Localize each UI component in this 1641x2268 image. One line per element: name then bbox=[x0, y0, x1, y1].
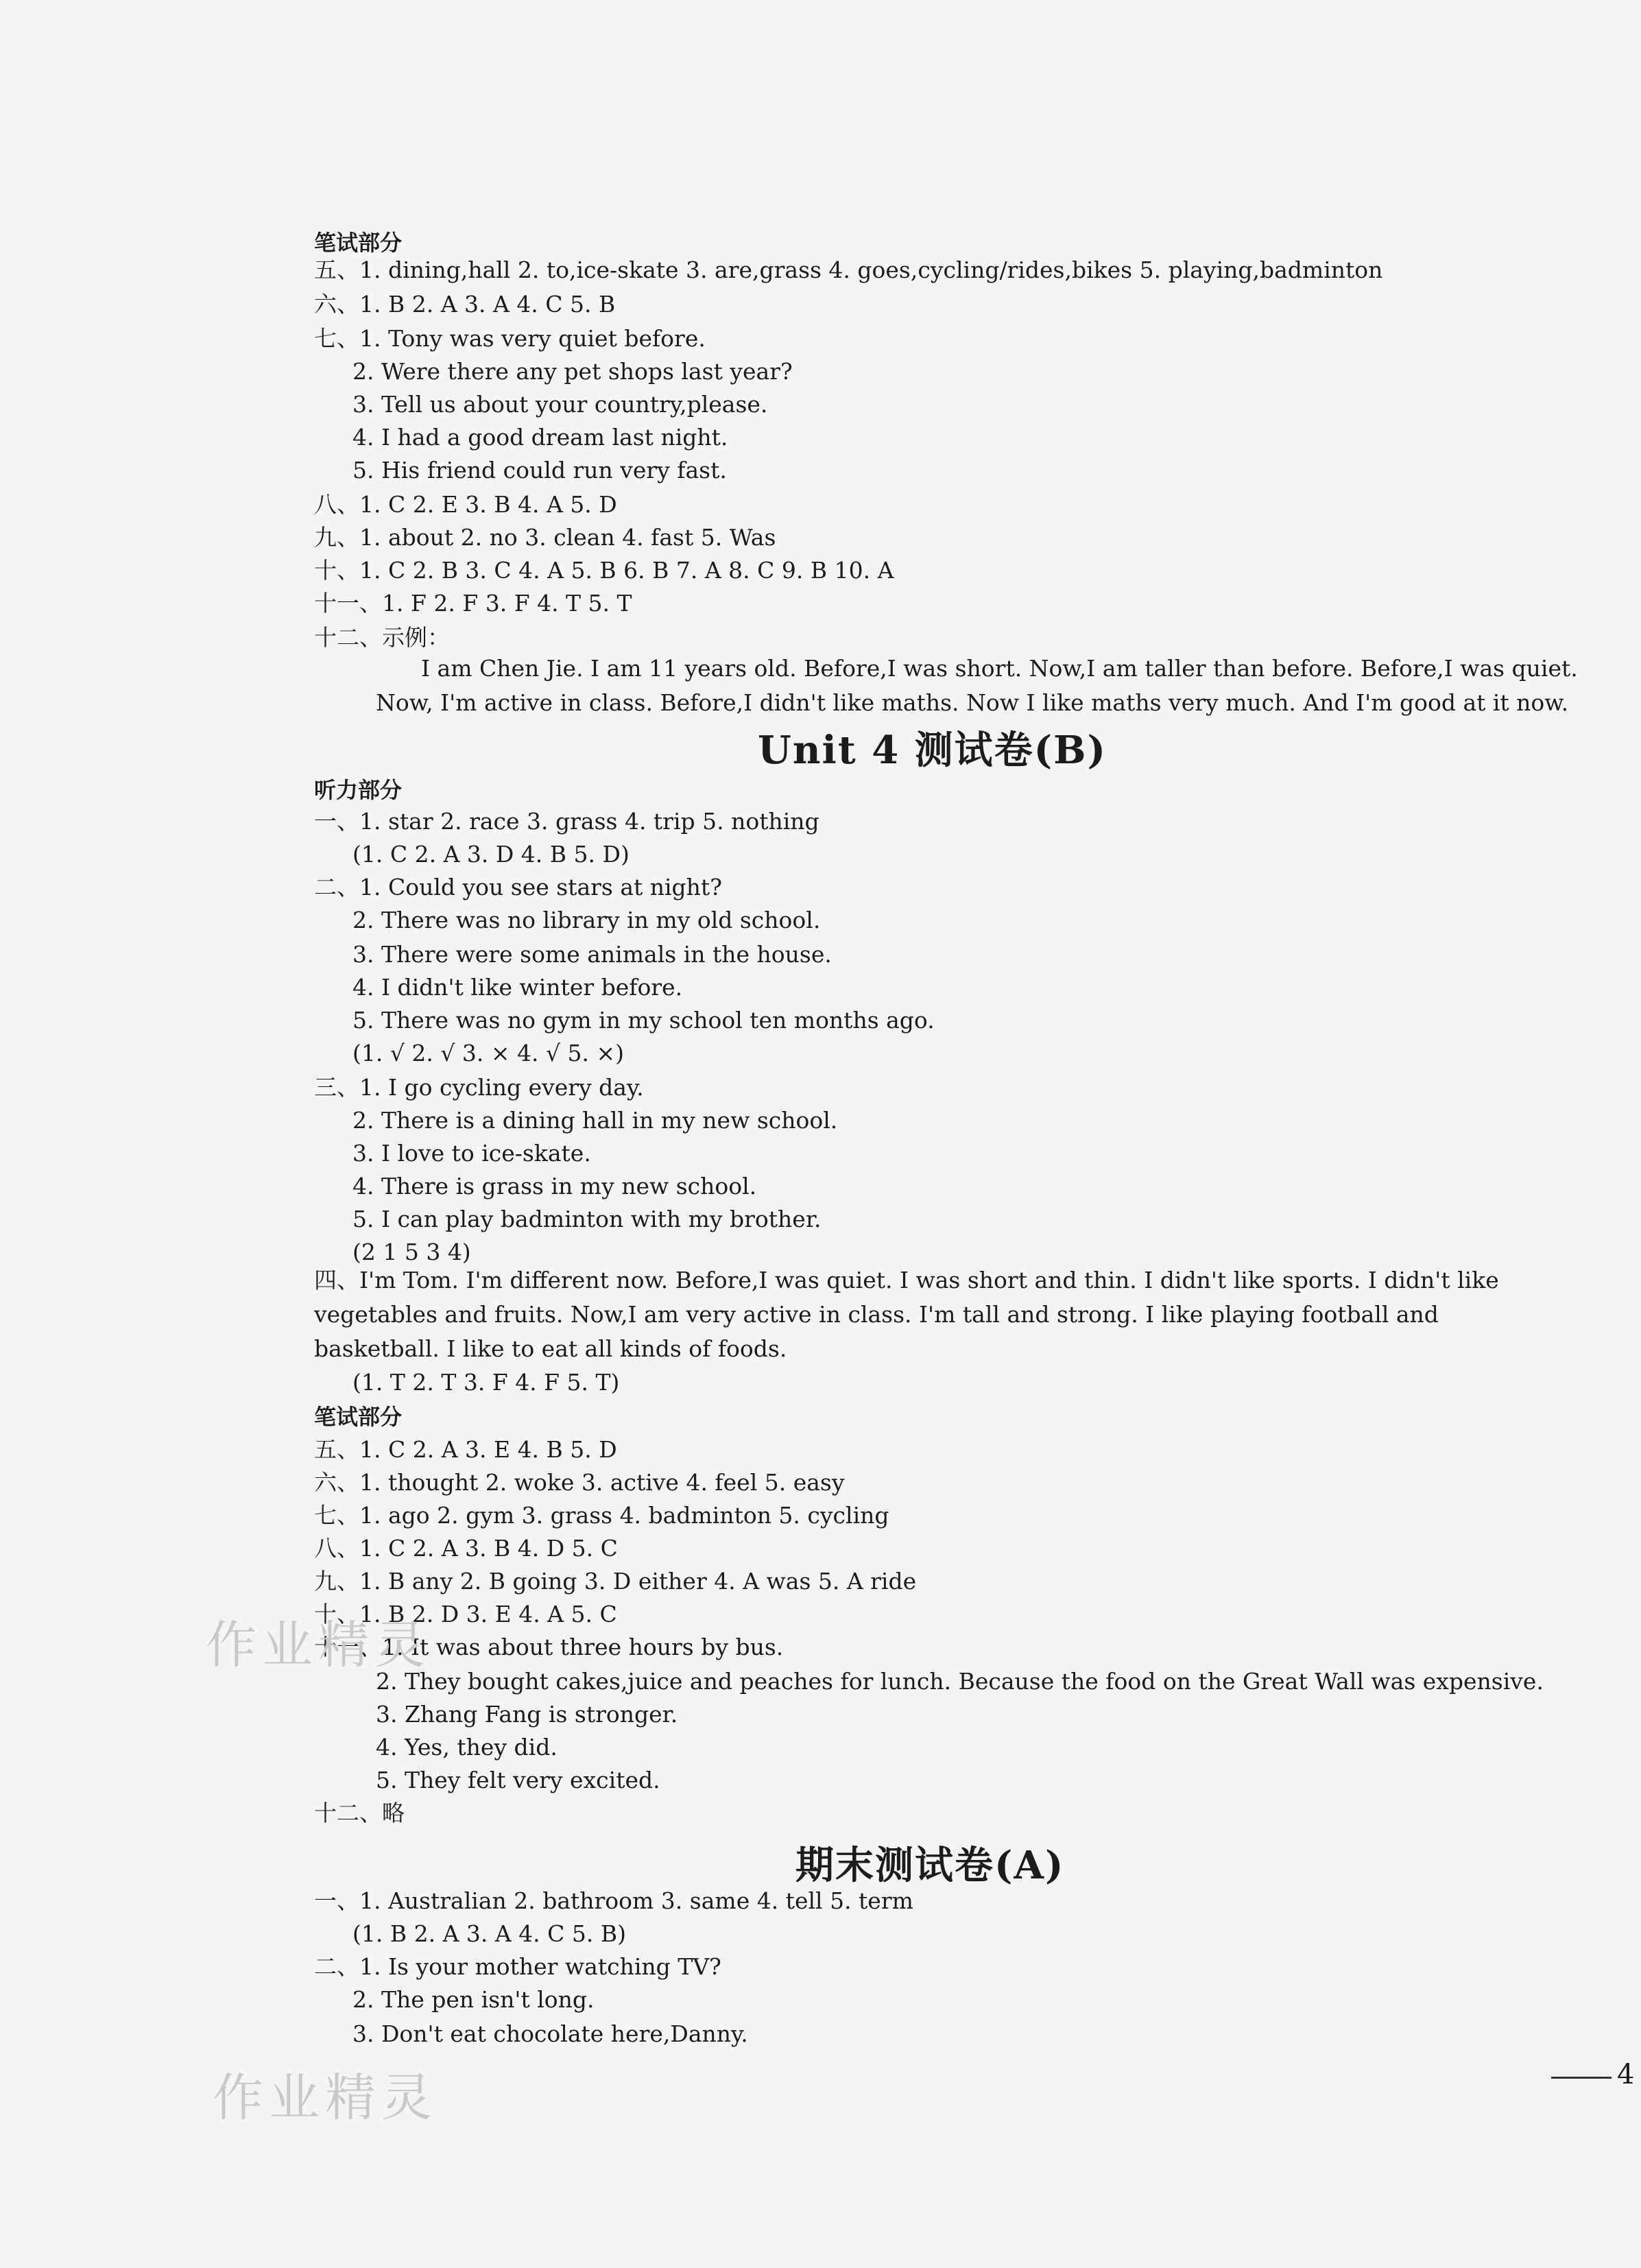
writing-section-header: 笔试部分 bbox=[314, 230, 403, 256]
page-title: Unit 4 测试卷(B) bbox=[758, 728, 1107, 773]
passage-paragraph: 四、I'm Tom. I'm different now. Before,I was quiet. I was short and thin. I didn't like sports. I didn't like vegetables and fruits. Now,I am very active in class. I'm tall and strong. I like playing football and basketball. I like to eat all kinds of foods. bbox=[314, 1267, 1499, 1362]
answer-line: 六、1. thought 2. woke 3. active 4. feel 5. easy bbox=[314, 1469, 845, 1496]
watermark: 作业精灵 bbox=[206, 1616, 431, 1675]
answer-line: 2. There is a dining hall in my new school. bbox=[352, 1107, 838, 1134]
listening-section-header: 听力部分 bbox=[314, 777, 403, 803]
answer-line: 七、1. ago 2. gym 3. grass 4. badminton 5. cycling bbox=[314, 1502, 889, 1529]
answer-line: 5. His friend could run very fast. bbox=[352, 457, 727, 484]
answer-line: 九、1. B any 2. B going 3. D either 4. A was 5. A ride bbox=[314, 1568, 917, 1595]
answer-line: 5. There was no gym in my school ten months ago. bbox=[352, 1007, 935, 1034]
answer-line: 十二、略 bbox=[314, 1800, 405, 1826]
answer-line: 十一、1. It was about three hours by bus. bbox=[314, 1634, 784, 1660]
answer-line: 3. Tell us about your country,please. bbox=[352, 391, 768, 418]
answer-line: 3. I love to ice-skate. bbox=[352, 1140, 591, 1167]
page-number: 4 bbox=[1617, 2059, 1635, 2090]
answer-line: 3. Zhang Fang is stronger. bbox=[376, 1701, 678, 1728]
watermark: 作业精灵 bbox=[213, 2068, 438, 2127]
answer-line: 5. I can play badminton with my brother. bbox=[352, 1206, 822, 1232]
answer-line: 十一、1. F 2. F 3. F 4. T 5. T bbox=[314, 590, 632, 617]
answer-line: 五、1. dining,hall 2. to,ice-skate 3. are,grass 4. goes,cycling/rides,bikes 5. playing,badminton bbox=[314, 256, 1383, 283]
answer-line: 二、1. Could you see stars at night? bbox=[314, 874, 722, 900]
answer-line: 二、1. Is your mother watching TV? bbox=[314, 1953, 721, 1980]
answer-line: 2. There was no library in my old school. bbox=[352, 907, 821, 933]
page-title: 期末测试卷(A) bbox=[795, 1843, 1065, 1888]
answer-line: 2. Were there any pet shops last year? bbox=[352, 358, 793, 385]
answer-line: (1. √ 2. √ 3. × 4. √ 5. ×) bbox=[352, 1040, 624, 1066]
answer-line: 4. I didn't like winter before. bbox=[352, 974, 683, 1001]
answer-line: 三、1. I go cycling every day. bbox=[314, 1074, 644, 1101]
answer-line: 4. I had a good dream last night. bbox=[352, 424, 728, 451]
answer-line: (1. B 2. A 3. A 4. C 5. B) bbox=[352, 1920, 626, 1947]
answer-line: 5. They felt very excited. bbox=[376, 1767, 660, 1793]
answer-line: (1. C 2. A 3. D 4. B 5. D) bbox=[352, 841, 630, 868]
answer-line: 4. There is grass in my new school. bbox=[352, 1173, 757, 1199]
answer-line: (1. T 2. T 3. F 4. F 5. T) bbox=[352, 1369, 620, 1396]
sample-paragraph: I am Chen Jie. I am 11 years old. Before,I was short. Now,I am taller than before. Before,I was quiet. Now, I'm active in class. Before,I didn't like maths. Now I like maths very much. And I'm good at it now. bbox=[376, 655, 1578, 716]
answer-line: 八、1. C 2. E 3. B 4. A 5. D bbox=[314, 491, 617, 518]
answer-line: 九、1. about 2. no 3. clean 4. fast 5. Was bbox=[314, 524, 776, 551]
page-number-dash bbox=[1551, 2077, 1612, 2079]
answer-line: 3. Don't eat chocolate here,Danny. bbox=[352, 2020, 748, 2047]
answer-line: 六、1. B 2. A 3. A 4. C 5. B bbox=[314, 291, 616, 318]
answer-line: 五、1. C 2. A 3. E 4. B 5. D bbox=[314, 1436, 617, 1463]
answer-line: (2 1 5 3 4) bbox=[352, 1239, 471, 1265]
answer-line: 2. The pen isn't long. bbox=[352, 1986, 595, 2013]
answer-line: 一、1. star 2. race 3. grass 4. trip 5. nothing bbox=[314, 808, 819, 835]
answer-line: 十、1. B 2. D 3. E 4. A 5. C bbox=[314, 1601, 617, 1627]
answer-line: 八、1. C 2. A 3. B 4. D 5. C bbox=[314, 1535, 618, 1562]
answer-line: 2. They bought cakes,juice and peaches for lunch. Because the food on the Great Wall was expensive. bbox=[376, 1668, 1544, 1695]
answer-line: 3. There were some animals in the house. bbox=[352, 941, 832, 968]
answer-line: 十二、示例： bbox=[314, 624, 450, 651]
answer-line: 七、1. Tony was very quiet before. bbox=[314, 325, 706, 352]
writing-section-header: 笔试部分 bbox=[314, 1404, 403, 1430]
answer-line: 一、1. Australian 2. bathroom 3. same 4. tell 5. term bbox=[314, 1887, 913, 1914]
answer-line: 十、1. C 2. B 3. C 4. A 5. B 6. B 7. A 8. C 9. B 10. A bbox=[314, 557, 894, 584]
answer-line: 4. Yes, they did. bbox=[376, 1734, 558, 1760]
